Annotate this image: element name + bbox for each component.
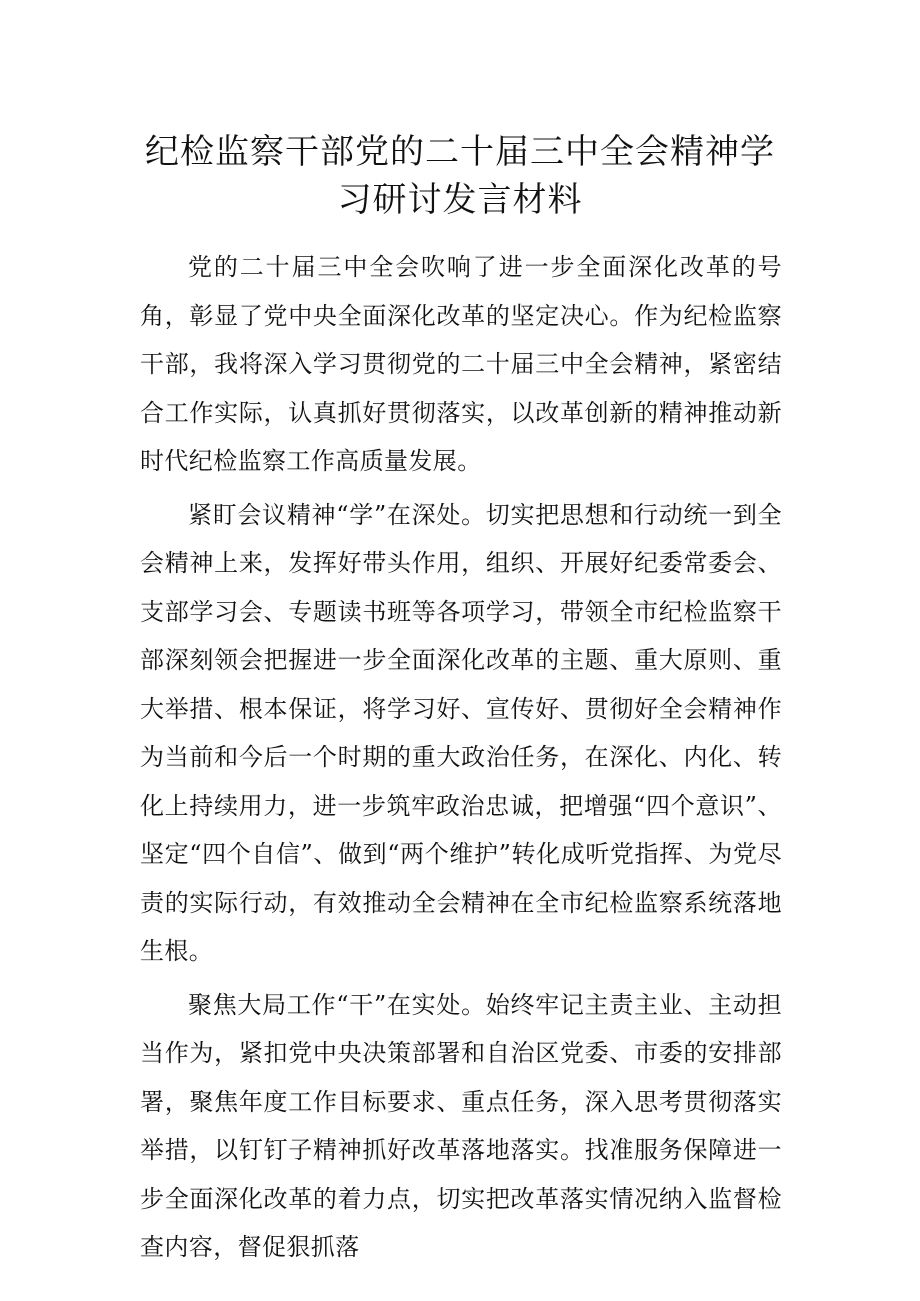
- paragraph-work: 聚焦大局工作“干”在实处。始终牢记主责主业、主动担当作为，紧扣党中央决策部署和自治区党委、市委的安排部署，聚焦年度工作目标要求、重点任务，深入思考贯彻落实举措，以钉钉子精神抓好改革落地落实。找准服务保障进一步全面深化改革的着力点，切实把改革落实情况纳入监督检查内容，督促狠抓落: [140, 990, 782, 1261]
- paragraph-study: 紧盯会议精神“学”在深处。切实把思想和行动统一到全会精神上来，发挥好带头作用，组织、开展好纪委常委会、支部学习会、专题读书班等各项学习，带领全市纪检监察干部深刻领会把握进一步全面深化改革的主题、重大原则、重大举措、根本保证，将学习好、宣传好、贯彻好全会精神作为当前和今后一个时期的重大政治任务，在深化、内化、转化上持续用力，进一步筑牢政治忠诚，把增强“四个意识”、坚定“四个自信”、做到“两个维护”转化成听党指挥、为党尽责的实际行动，有效推动全会精神在全市纪检监察系统落地生根。: [140, 500, 782, 965]
- paragraph-intro: 党的二十届三中全会吹响了进一步全面深化改革的号角，彰显了党中央全面深化改革的坚定决心。作为纪检监察干部，我将深入学习贯彻党的二十届三中全会精神，紧密结合工作实际，认真抓好贯彻落实，以改革创新的精神推动新时代纪检监察工作高质量发展。: [140, 253, 782, 475]
- document-body: [140, 243, 782, 1277]
- document-title: 纪检监察干部党的二十届三中全会精神学习研讨发言材料: [145, 132, 775, 220]
